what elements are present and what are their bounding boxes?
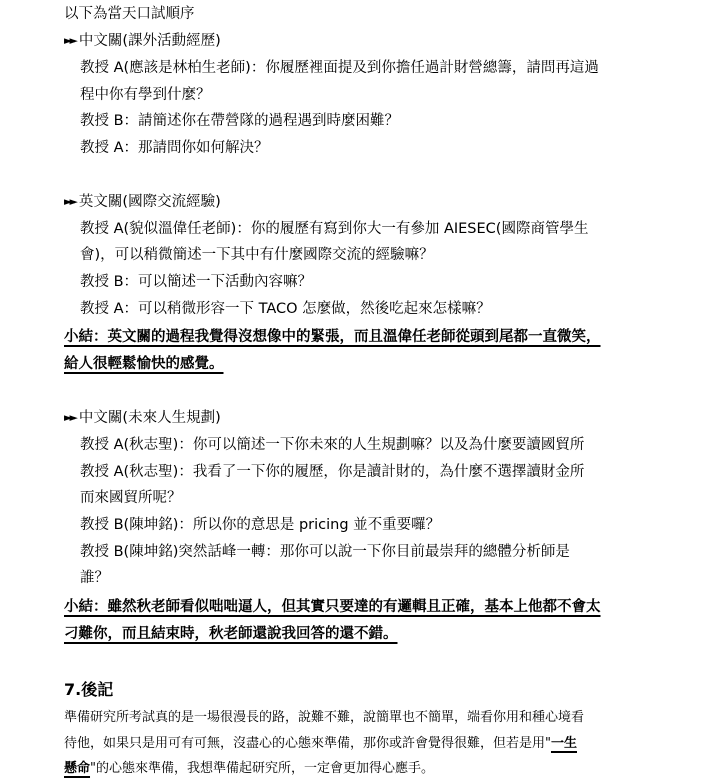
section-chinese-future-heading: ►► 中文關(未來人生規劃) bbox=[64, 410, 221, 426]
question-line: 教授 B(陳坤銘)突然話峰一轉：那你可以說一下你目前最崇拜的總體分析師是 bbox=[80, 544, 570, 560]
emphasis-text: 一生 bbox=[550, 736, 577, 751]
bullet-arrow-icon: ►► bbox=[64, 195, 75, 208]
question-line: 會)，可以稍微簡述一下其中有什麼國際交流的經驗嘛？ bbox=[80, 247, 434, 263]
afterword-paragraph-line: 待他，如果只是用可有可無，沒盡心的心態來準備，那你或許會覺得很難，但若是用"一生 bbox=[64, 736, 577, 751]
question-line: 教授 B：請簡述你在帶營隊的過程遇到時麼困難？ bbox=[80, 113, 400, 129]
emphasis-text: 懸命 bbox=[64, 761, 91, 776]
bullet-arrow-icon: ►► bbox=[64, 34, 75, 47]
section-english-exchange-heading: ►► 英文關(國際交流經驗) bbox=[64, 194, 221, 210]
bullet-arrow-icon: ►► bbox=[64, 411, 75, 424]
intro-text: 以下為當天口試順序 bbox=[64, 6, 195, 22]
summary-line: 小結：英文關的過程我覺得沒想像中的緊張，而且溫偉任老師從頭到尾都一直微笑， bbox=[64, 329, 601, 345]
summary-line: 刁難你，而且結束時，秋老師還說我回答的還不錯。 bbox=[64, 626, 398, 642]
question-line: 教授 A(秋志聖)：我看了一下你的履歷，你是讀計財的，為什麼不選擇讀財金所 bbox=[80, 464, 585, 480]
question-line: 教授 A：可以稍微形容一下 TACO 怎麼做，然後吃起來怎樣嘛？ bbox=[80, 301, 491, 317]
afterword-paragraph-line: 準備研究所考試真的是一場很漫長的路，說難不難，說簡單也不簡單，端看你用和種心境看 bbox=[64, 710, 585, 725]
summary-line: 小結：雖然秋老師看似咄咄逼人，但其實只要達的有邏輯且正確，基本上他都不會太 bbox=[64, 599, 601, 615]
question-line: 程中你有學到什麼？ bbox=[80, 87, 211, 103]
question-line: 教授 A(貌似溫偉任老師)：你的履歷有寫到你大一有參加 AIESEC(國際商管學生 bbox=[80, 221, 589, 237]
summary-line: 給人很輕鬆愉快的感覺。 bbox=[64, 356, 224, 372]
question-line: 教授 B(陳坤銘)：所以你的意思是 pricing 並不重要囉？ bbox=[80, 517, 441, 533]
section-afterword-heading: 7.後記 bbox=[64, 680, 114, 699]
afterword-paragraph-line: 懸命"的心態來準備，我想準備起研究所，一定會更加得心應手。 bbox=[64, 761, 434, 776]
question-line: 教授 B：可以簡述一下活動內容嘛？ bbox=[80, 274, 313, 290]
question-line: 教授 A(秋志聖)：你可以簡述一下你未來的人生規劃嘛？以及為什麼要讀國貿所 bbox=[80, 437, 585, 453]
section-chinese-activities-heading: ►► 中文關(課外活動經歷) bbox=[64, 33, 221, 49]
question-line: 而來國貿所呢？ bbox=[80, 490, 182, 506]
question-line: 誰？ bbox=[80, 570, 109, 586]
question-line: 教授 A(應該是林柏生老師)：你履歷裡面提及到你擔任過計財營總籌，請問再這過 bbox=[80, 60, 599, 76]
question-line: 教授 A：那請問你如何解決？ bbox=[80, 140, 269, 156]
